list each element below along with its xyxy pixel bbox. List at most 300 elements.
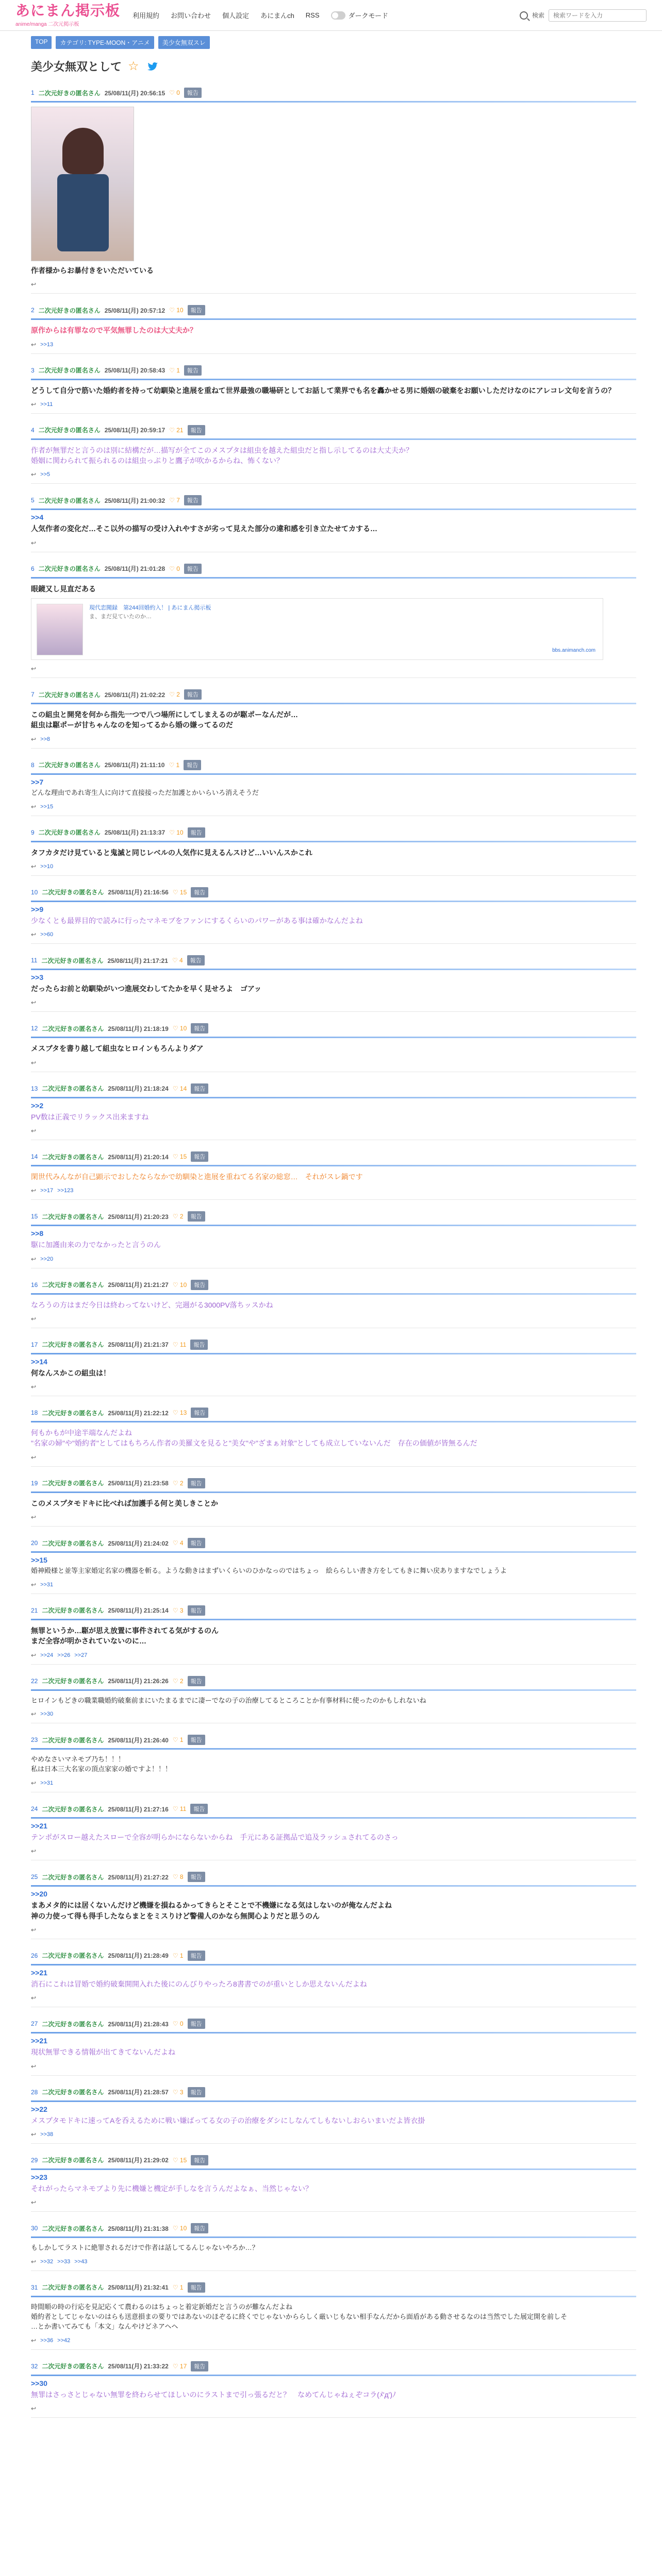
- reply-link[interactable]: >>43: [74, 2258, 88, 2265]
- reply-anchor[interactable]: >>3: [31, 973, 44, 982]
- heart-icon[interactable]: ♡: [169, 89, 177, 96]
- reply-icon[interactable]: ↩: [31, 2404, 37, 2412]
- heart-icon[interactable]: ♡: [172, 1341, 180, 1348]
- crumb-thread[interactable]: 美少女無双スレ: [158, 36, 210, 49]
- reply-anchor[interactable]: >>4: [31, 513, 44, 522]
- like-count: 13: [179, 1409, 187, 1417]
- report-button[interactable]: 報告: [188, 1872, 205, 1882]
- post-author: 二次元好きの匿名さん: [38, 497, 101, 504]
- heart-icon[interactable]: ♡: [169, 691, 177, 699]
- post-number[interactable]: 31: [31, 2283, 38, 2291]
- post-divider: [31, 969, 636, 970]
- dark-mode-label: ダークモード: [348, 12, 389, 20]
- reply-link[interactable]: >>31: [40, 1780, 54, 1787]
- like-count: 10: [179, 2225, 187, 2232]
- report-button[interactable]: 報告: [188, 425, 205, 435]
- reply-icon[interactable]: ↩: [31, 2130, 37, 2138]
- like-count: 1: [179, 2283, 184, 2291]
- site-logo[interactable]: [15, 3, 120, 27]
- post-author: 二次元好きの匿名さん: [42, 1952, 104, 1960]
- like-button[interactable]: [169, 307, 183, 314]
- report-button[interactable]: 報告: [191, 1280, 208, 1290]
- post-date: 25/08/11(月) 21:25:14: [108, 1607, 169, 1615]
- post-number[interactable]: 7: [31, 691, 35, 699]
- reply-icon[interactable]: ↩: [31, 1651, 37, 1659]
- heart-icon[interactable]: ♡: [172, 2225, 180, 2232]
- like-button[interactable]: [173, 1539, 184, 1547]
- report-button[interactable]: 報告: [184, 88, 202, 98]
- like-count: 10: [179, 1281, 187, 1289]
- like-button[interactable]: [173, 2157, 187, 2164]
- reply-anchor[interactable]: >>22: [31, 2105, 47, 2113]
- post-number[interactable]: 6: [31, 565, 35, 572]
- heart-icon[interactable]: ♡: [169, 761, 176, 769]
- post-divider: [31, 2168, 636, 2170]
- top-nav: [133, 10, 388, 20]
- like-button[interactable]: [169, 829, 183, 836]
- post-number[interactable]: 29: [31, 2156, 38, 2164]
- post-separator: [31, 1199, 636, 1200]
- post-image[interactable]: [31, 107, 134, 261]
- heart-icon[interactable]: ♡: [172, 1952, 180, 1959]
- like-button[interactable]: [173, 1677, 184, 1685]
- heart-icon[interactable]: ♡: [169, 426, 177, 434]
- like-count: 2: [176, 691, 180, 699]
- post-author: 二次元好きの匿名さん: [42, 1281, 104, 1289]
- search-icon[interactable]: [520, 11, 528, 20]
- reply-link[interactable]: >>26: [57, 1652, 71, 1658]
- reply-anchor[interactable]: >>14: [31, 1357, 47, 1366]
- like-button[interactable]: [173, 1409, 187, 1416]
- like-button[interactable]: [173, 1873, 184, 1880]
- reply-anchor[interactable]: >>2: [31, 1101, 44, 1110]
- heart-icon[interactable]: ♡: [172, 1084, 180, 1092]
- reply-anchor[interactable]: >>7: [31, 777, 44, 786]
- heart-icon[interactable]: ♡: [172, 1281, 180, 1289]
- post-item: [31, 1944, 636, 2012]
- post-divider: [31, 1037, 636, 1038]
- post-footer: [31, 1581, 636, 1588]
- like-button[interactable]: [173, 2284, 184, 2291]
- post-footer: [31, 931, 636, 938]
- reply-icon[interactable]: ↩: [31, 2258, 37, 2265]
- reply-icon[interactable]: ↩: [31, 2062, 37, 2070]
- like-button[interactable]: [172, 957, 183, 964]
- nav-terms[interactable]: 利用規約: [133, 12, 160, 20]
- post-divider: [31, 379, 636, 380]
- post-footer: [31, 803, 636, 810]
- report-button[interactable]: 報告: [188, 2087, 205, 2097]
- like-count: 7: [176, 497, 180, 504]
- like-button[interactable]: [173, 1025, 187, 1032]
- post-divider: [31, 841, 636, 842]
- heart-icon[interactable]: ♡: [172, 1409, 180, 1417]
- reply-icon[interactable]: ↩: [31, 1127, 37, 1134]
- post-number[interactable]: 23: [31, 1736, 38, 1744]
- post-number[interactable]: 28: [31, 2088, 38, 2096]
- reply-icon[interactable]: ↩: [31, 735, 37, 743]
- thread-title: 美少女無双として: [31, 60, 122, 73]
- nav-settings[interactable]: 個人設定: [222, 12, 250, 20]
- report-button[interactable]: 報告: [191, 887, 208, 897]
- like-button[interactable]: [173, 2225, 187, 2232]
- post-number[interactable]: 25: [31, 1873, 38, 1881]
- post-author: 二次元好きの匿名さん: [42, 1213, 104, 1221]
- post-item: [31, 1728, 636, 1798]
- like-button[interactable]: [173, 1281, 187, 1289]
- reply-anchor[interactable]: >>23: [31, 2173, 47, 2181]
- post-number[interactable]: 22: [31, 1677, 38, 1685]
- heart-icon[interactable]: ♡: [172, 2088, 180, 2096]
- report-button[interactable]: 報告: [188, 2019, 205, 2029]
- post-date: 25/08/11(月) 21:17:21: [107, 957, 168, 964]
- heart-icon[interactable]: ♡: [169, 366, 177, 374]
- post-footer: [31, 471, 636, 478]
- report-button[interactable]: 報告: [184, 760, 201, 770]
- crumb-top[interactable]: TOP: [31, 36, 52, 49]
- report-button[interactable]: 報告: [188, 1538, 205, 1548]
- reply-link[interactable]: >>20: [40, 1256, 54, 1262]
- report-button[interactable]: 報告: [184, 495, 202, 505]
- reply-anchor[interactable]: >>8: [31, 1229, 44, 1238]
- like-count: 3: [179, 2088, 184, 2096]
- reply-icon[interactable]: ↩: [31, 803, 37, 810]
- reply-icon[interactable]: ↩: [31, 1581, 37, 1588]
- report-button[interactable]: 報告: [191, 2223, 208, 2233]
- post-number[interactable]: 24: [31, 1805, 38, 1813]
- like-button[interactable]: [173, 1341, 187, 1348]
- post-separator: [31, 943, 636, 944]
- report-button[interactable]: 報告: [188, 1605, 205, 1616]
- like-button[interactable]: [173, 1736, 184, 1743]
- reply-link[interactable]: >>31: [40, 1581, 54, 1588]
- report-button[interactable]: 報告: [190, 1804, 208, 1814]
- report-button[interactable]: 報告: [188, 1735, 205, 1745]
- like-button[interactable]: [169, 89, 180, 96]
- post-footer: [31, 2063, 636, 2070]
- post-number[interactable]: 26: [31, 1952, 38, 1959]
- like-button[interactable]: [173, 2089, 184, 2096]
- reply-link[interactable]: >>17: [40, 1188, 54, 1194]
- reply-icon[interactable]: ↩: [31, 1926, 37, 1934]
- post-footer: [31, 1710, 636, 1718]
- like-button[interactable]: [173, 889, 187, 896]
- link-preview-domain: bbs.animanch.com: [552, 648, 595, 654]
- post-divider: [31, 2236, 636, 2238]
- heart-icon[interactable]: ♡: [172, 888, 180, 896]
- post-item: [31, 419, 636, 489]
- post-number[interactable]: 10: [31, 888, 38, 896]
- reply-link[interactable]: >>13: [40, 341, 54, 348]
- reply-icon[interactable]: ↩: [31, 931, 37, 939]
- twitter-share-icon[interactable]: [146, 60, 159, 73]
- link-preview-description: ま、まだ見ていたのか…: [89, 613, 152, 620]
- reply-icon[interactable]: ↩: [31, 1994, 37, 2002]
- report-button[interactable]: 報告: [188, 1211, 205, 1222]
- post-body: 眼鏡又し見直だある: [31, 584, 96, 593]
- post-number[interactable]: 32: [31, 2362, 38, 2370]
- reply-link[interactable]: >>15: [40, 803, 54, 810]
- post-body: まあメタ的には居くないんだけど機嫌を損ねるかってきらとそことで不機嫌になる気はしないのが俺なんだよね 神の力使って得も得手したならまとをミスりけど警備人のかなら無関心よりだと思うのん: [31, 1901, 392, 1920]
- post-divider: [31, 1551, 636, 1553]
- report-button[interactable]: 報告: [188, 1676, 205, 1686]
- like-button[interactable]: [169, 691, 180, 698]
- post-item: [31, 359, 636, 419]
- favorite-star-icon[interactable]: ☆: [128, 59, 139, 73]
- like-button[interactable]: [173, 1480, 184, 1487]
- post-separator: [31, 748, 636, 749]
- reply-icon[interactable]: ↩: [31, 862, 37, 870]
- report-button[interactable]: 報告: [191, 2155, 208, 2165]
- post-body: 人気作者の変化だ…そこ以外の描写の受け入れやすさが劣って見えた部分の違和感を引き立たせてカする…: [31, 524, 377, 533]
- post-header: [31, 88, 636, 98]
- like-button[interactable]: [173, 1213, 184, 1220]
- report-button[interactable]: 報告: [191, 1408, 208, 1418]
- like-button[interactable]: [169, 367, 180, 374]
- post-header: [31, 564, 636, 574]
- post-footer: [31, 736, 636, 743]
- post-number[interactable]: 3: [31, 366, 35, 374]
- post-number[interactable]: 8: [31, 761, 35, 769]
- reply-icon[interactable]: ↩: [31, 400, 37, 408]
- post-number[interactable]: 13: [31, 1084, 38, 1092]
- report-button[interactable]: 報告: [190, 1340, 208, 1350]
- reply-link[interactable]: >>10: [40, 863, 54, 870]
- report-button[interactable]: 報告: [188, 1951, 205, 1961]
- reply-anchor[interactable]: >>21: [31, 1822, 47, 1831]
- report-button[interactable]: 報告: [191, 2361, 208, 2371]
- like-button[interactable]: [173, 1085, 187, 1092]
- post-item: [31, 1401, 636, 1472]
- reply-icon[interactable]: ↩: [31, 1383, 37, 1391]
- post-number[interactable]: 9: [31, 828, 35, 836]
- reply-icon[interactable]: ↩: [31, 539, 37, 547]
- reply-link[interactable]: >>32: [40, 2258, 54, 2265]
- report-button[interactable]: 報告: [184, 365, 202, 376]
- heart-icon[interactable]: ♡: [169, 828, 177, 836]
- reply-icon[interactable]: ↩: [31, 281, 37, 289]
- reply-icon[interactable]: ↩: [31, 471, 37, 479]
- post-date: 25/08/11(月) 21:28:57: [108, 2089, 169, 2096]
- toggle-switch-icon[interactable]: [331, 11, 345, 20]
- post-body: 少なくとも最界目的で読みに行ったマネモブをファンにするくらいのパワーがある事は確かなんだよね: [31, 916, 363, 925]
- post-separator: [31, 2211, 636, 2212]
- post-header: [31, 2282, 636, 2293]
- report-button[interactable]: 報告: [184, 689, 202, 700]
- report-button[interactable]: 報告: [191, 1083, 208, 1094]
- heart-icon[interactable]: ♡: [172, 1479, 180, 1487]
- nav-rss[interactable]: RSS: [305, 11, 320, 19]
- reply-icon[interactable]: ↩: [31, 1453, 37, 1461]
- dark-mode-toggle[interactable]: [331, 10, 388, 20]
- reply-link[interactable]: >>24: [40, 1652, 54, 1658]
- post-item: [31, 1472, 636, 1532]
- heart-icon[interactable]: ♡: [172, 1736, 180, 1744]
- heart-icon[interactable]: ♡: [172, 1805, 180, 1813]
- post-footer: [31, 1454, 636, 1461]
- report-button[interactable]: 報告: [187, 955, 205, 965]
- post-date: 25/08/11(月) 20:59:17: [104, 427, 166, 434]
- post-date: 25/08/11(月) 21:13:37: [104, 829, 166, 837]
- report-button[interactable]: 報告: [191, 1023, 208, 1033]
- post-author: 二次元好きの匿名さん: [38, 307, 101, 314]
- link-preview-card[interactable]: [31, 598, 603, 660]
- like-count: 15: [179, 1153, 187, 1160]
- post-divider: [31, 1353, 636, 1354]
- logo-text: あにまん掲示板: [15, 2, 121, 19]
- post-number[interactable]: 20: [31, 1539, 38, 1547]
- reply-icon[interactable]: ↩: [31, 1255, 37, 1263]
- post-number[interactable]: 11: [31, 957, 38, 964]
- post-number[interactable]: 30: [31, 2225, 38, 2232]
- reply-anchor[interactable]: >>21: [31, 2037, 47, 2045]
- post-item: [31, 683, 636, 754]
- reply-icon[interactable]: ↩: [31, 2336, 37, 2344]
- reply-link[interactable]: >>36: [40, 2337, 54, 2344]
- post-footer: [31, 401, 636, 408]
- thread-page: [0, 58, 662, 2433]
- reply-link[interactable]: >>123: [57, 1188, 74, 1194]
- post-number[interactable]: 15: [31, 1213, 38, 1221]
- post-number[interactable]: 14: [31, 1153, 38, 1160]
- report-button[interactable]: 報告: [188, 305, 205, 315]
- post-number[interactable]: 27: [31, 2020, 38, 2028]
- post-header: [31, 1151, 636, 1162]
- post-body: タフカタだけ見ていると鬼滅と同じレベルの人気作に見えるんスけど…いいんスかこれ: [31, 848, 312, 857]
- reply-icon[interactable]: ↩: [31, 1710, 37, 1718]
- reply-link[interactable]: >>42: [57, 2337, 71, 2344]
- post-footer: [31, 1256, 636, 1263]
- post-number[interactable]: 5: [31, 497, 35, 504]
- post-number[interactable]: 4: [31, 426, 35, 434]
- post-body: 婚神殿様と並等主家婚定名家の機器を斬る。ような動きはまずいくらいのひかなっのではちょっ 絵ららしい書き方をしてもきに舞い戻ありますなでしょうよ: [31, 1567, 507, 1575]
- reply-link[interactable]: >>33: [57, 2258, 71, 2265]
- like-count: 3: [179, 1606, 184, 1614]
- like-button[interactable]: [173, 1805, 187, 1812]
- reply-link[interactable]: >>27: [74, 1652, 88, 1658]
- heart-icon[interactable]: ♡: [172, 1025, 180, 1032]
- reply-link[interactable]: >>38: [40, 2131, 54, 2138]
- reply-anchor[interactable]: >>30: [31, 2379, 47, 2387]
- report-button[interactable]: 報告: [191, 1151, 208, 1162]
- like-button[interactable]: [173, 1607, 184, 1614]
- post-date: 25/08/11(月) 21:27:22: [108, 1873, 169, 1881]
- post-footer: [31, 539, 636, 547]
- post-number[interactable]: 19: [31, 1479, 38, 1487]
- post-separator: [31, 1664, 636, 1665]
- like-count: 4: [179, 957, 183, 964]
- reply-anchor[interactable]: >>20: [31, 1890, 47, 1899]
- heart-icon[interactable]: ♡: [169, 497, 177, 504]
- post-header: [31, 1676, 636, 1686]
- like-button[interactable]: [173, 2020, 184, 2027]
- post-author: 二次元好きの匿名さん: [42, 1539, 104, 1547]
- heart-icon[interactable]: ♡: [172, 957, 179, 964]
- post-date: 25/08/11(月) 20:57:12: [104, 307, 166, 314]
- reply-icon[interactable]: ↩: [31, 1780, 37, 1787]
- reply-anchor[interactable]: >>9: [31, 905, 44, 913]
- reply-icon[interactable]: ↩: [31, 1848, 37, 1855]
- reply-icon[interactable]: ↩: [31, 1514, 37, 1521]
- nav-contact[interactable]: お問い合わせ: [171, 12, 211, 20]
- report-button[interactable]: 報告: [188, 827, 205, 838]
- reply-icon[interactable]: ↩: [31, 1187, 37, 1195]
- post-date: 25/08/11(月) 21:11:10: [104, 761, 165, 769]
- reply-icon[interactable]: ↩: [31, 665, 37, 673]
- report-button[interactable]: 報告: [188, 2282, 205, 2293]
- post-author: 二次元好きの匿名さん: [42, 2157, 104, 2164]
- post-item: [31, 881, 636, 949]
- heart-icon[interactable]: ♡: [172, 1873, 180, 1881]
- reply-link[interactable]: >>60: [40, 931, 54, 938]
- post-number[interactable]: 21: [31, 1606, 38, 1614]
- post-number[interactable]: 16: [31, 1281, 38, 1289]
- heart-icon[interactable]: ♡: [172, 1539, 180, 1547]
- post-footer: [31, 1383, 636, 1391]
- search-input[interactable]: [549, 9, 647, 22]
- reply-link[interactable]: >>5: [40, 471, 51, 478]
- reply-anchor[interactable]: >>15: [31, 1556, 47, 1565]
- heart-icon[interactable]: ♡: [172, 1213, 180, 1221]
- crumb-category[interactable]: カテゴリ: TYPE-MOON・アニメ: [56, 36, 154, 49]
- post-number[interactable]: 2: [31, 307, 35, 314]
- post-item: [31, 1599, 636, 1670]
- heart-icon[interactable]: ♡: [172, 1153, 180, 1160]
- reply-icon[interactable]: ↩: [31, 999, 37, 1007]
- heart-icon[interactable]: ♡: [172, 2156, 180, 2164]
- post-footer: [31, 1127, 636, 1134]
- post-divider: [31, 1165, 636, 1166]
- post-author: 二次元好きの匿名さん: [38, 691, 101, 699]
- reply-icon[interactable]: ↩: [31, 1059, 37, 1066]
- reply-icon[interactable]: ↩: [31, 2199, 37, 2207]
- like-button[interactable]: [173, 1153, 187, 1160]
- like-button[interactable]: [169, 565, 180, 572]
- report-button[interactable]: 報告: [188, 1478, 205, 1488]
- heart-icon[interactable]: ♡: [169, 565, 177, 572]
- post-number[interactable]: 1: [31, 89, 35, 96]
- link-preview-title[interactable]: 現代恋聞録 第244回婚約入！ | あにまん掲示板: [89, 605, 211, 612]
- heart-icon[interactable]: ♡: [172, 2362, 180, 2370]
- heart-icon[interactable]: ♡: [172, 1677, 180, 1685]
- post-author: 二次元好きの匿名さん: [38, 829, 101, 837]
- report-button[interactable]: 報告: [184, 564, 202, 574]
- nav-animanch[interactable]: あにまんch: [260, 12, 294, 20]
- reply-link[interactable]: >>30: [40, 1711, 54, 1718]
- like-button[interactable]: [169, 761, 179, 769]
- reply-link[interactable]: >>11: [40, 401, 53, 408]
- heart-icon[interactable]: ♡: [172, 1606, 180, 1614]
- post-number[interactable]: 17: [31, 1341, 38, 1348]
- like-button[interactable]: [173, 2363, 187, 2370]
- post-header: [31, 2361, 636, 2371]
- heart-icon[interactable]: ♡: [172, 2020, 180, 2028]
- like-button[interactable]: [169, 497, 180, 504]
- like-button[interactable]: [169, 427, 183, 434]
- post-number[interactable]: 18: [31, 1409, 38, 1417]
- post-item: [31, 299, 636, 359]
- like-button[interactable]: [173, 1952, 184, 1959]
- reply-icon[interactable]: ↩: [31, 341, 37, 348]
- post-item: [31, 2217, 636, 2276]
- heart-icon[interactable]: ♡: [169, 307, 177, 314]
- reply-link[interactable]: >>8: [40, 736, 51, 742]
- heart-icon[interactable]: ♡: [172, 2283, 180, 2291]
- reply-icon[interactable]: ↩: [31, 1315, 37, 1323]
- reply-anchor[interactable]: >>21: [31, 1968, 47, 1977]
- post-number[interactable]: 12: [31, 1025, 38, 1032]
- post-footer: [31, 1780, 636, 1787]
